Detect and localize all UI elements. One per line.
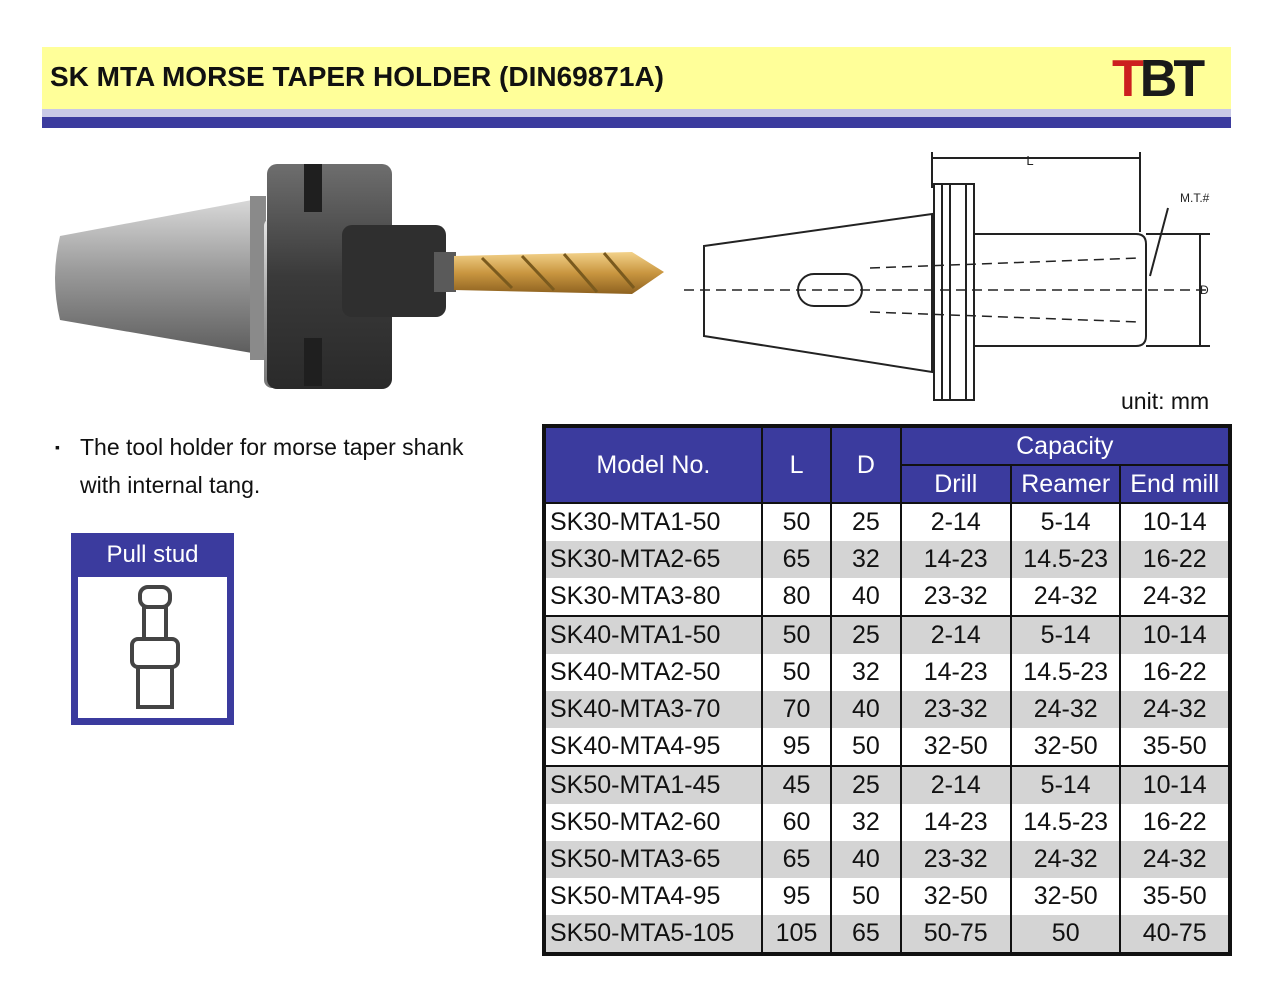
description-text: The tool holder for morse taper shank with internal tang. bbox=[80, 434, 464, 498]
cell-D: 25 bbox=[831, 616, 900, 654]
cell-D: 65 bbox=[831, 915, 900, 954]
cell-drill: 32-50 bbox=[901, 878, 1011, 915]
cell-drill: 23-32 bbox=[901, 691, 1011, 728]
cell-D: 40 bbox=[831, 691, 900, 728]
cell-drill: 14-23 bbox=[901, 541, 1011, 578]
cell-L: 50 bbox=[762, 616, 832, 654]
header-model: Model No. bbox=[544, 426, 762, 503]
pull-stud-icon bbox=[78, 577, 227, 718]
cell-L: 65 bbox=[762, 841, 832, 878]
cell-reamer: 5-14 bbox=[1011, 616, 1121, 654]
header-L: L bbox=[762, 426, 832, 503]
table-row bbox=[544, 578, 1230, 616]
cell-D: 25 bbox=[831, 503, 900, 541]
table-row bbox=[544, 541, 1230, 578]
table-row bbox=[544, 616, 1230, 654]
cell-reamer: 32-50 bbox=[1011, 728, 1121, 766]
pull-stud-panel bbox=[71, 533, 234, 725]
cell-reamer: 5-14 bbox=[1011, 766, 1121, 804]
cell-D: 40 bbox=[831, 578, 900, 616]
cell-endmill: 24-32 bbox=[1120, 691, 1230, 728]
cell-D: 32 bbox=[831, 654, 900, 691]
cell-reamer: 5-14 bbox=[1011, 503, 1121, 541]
cell-model: SK50-MTA1-45 bbox=[544, 766, 762, 804]
pull-stud-figure bbox=[78, 577, 227, 718]
cell-endmill: 16-22 bbox=[1120, 804, 1230, 841]
cell-model: SK40-MTA2-50 bbox=[544, 654, 762, 691]
header-D: D bbox=[831, 426, 900, 503]
table-row bbox=[544, 915, 1230, 954]
cell-model: SK30-MTA1-50 bbox=[544, 503, 762, 541]
cell-endmill: 24-32 bbox=[1120, 841, 1230, 878]
cell-drill: 14-23 bbox=[901, 804, 1011, 841]
cell-endmill: 10-14 bbox=[1120, 503, 1230, 541]
cell-endmill: 10-14 bbox=[1120, 766, 1230, 804]
header-rule bbox=[42, 117, 1231, 128]
cell-D: 32 bbox=[831, 804, 900, 841]
cell-endmill: 24-32 bbox=[1120, 578, 1230, 616]
cell-endmill: 35-50 bbox=[1120, 878, 1230, 915]
cell-model: SK40-MTA3-70 bbox=[544, 691, 762, 728]
cell-drill: 14-23 bbox=[901, 654, 1011, 691]
cell-D: 50 bbox=[831, 728, 900, 766]
unit-label: unit: mm bbox=[1121, 388, 1210, 414]
cell-drill: 2-14 bbox=[901, 503, 1011, 541]
cell-model: SK50-MTA2-60 bbox=[544, 804, 762, 841]
header-band bbox=[42, 109, 1231, 117]
header-endmill: End mill bbox=[1120, 465, 1230, 503]
cell-endmill: 40-75 bbox=[1120, 915, 1230, 954]
table-row bbox=[544, 728, 1230, 766]
cell-reamer: 24-32 bbox=[1011, 691, 1121, 728]
cell-drill: 2-14 bbox=[901, 766, 1011, 804]
table-row bbox=[544, 503, 1230, 541]
cell-reamer: 14.5-23 bbox=[1011, 804, 1121, 841]
dimension-MT-label: M.T.# bbox=[1180, 191, 1210, 205]
cell-D: 32 bbox=[831, 541, 900, 578]
cell-drill: 23-32 bbox=[901, 841, 1011, 878]
cell-model: SK40-MTA4-95 bbox=[544, 728, 762, 766]
cell-D: 40 bbox=[831, 841, 900, 878]
spec-table bbox=[542, 424, 1232, 956]
cell-model: SK30-MTA3-80 bbox=[544, 578, 762, 616]
cell-L: 65 bbox=[762, 541, 832, 578]
cell-reamer: 32-50 bbox=[1011, 878, 1121, 915]
cell-drill: 50-75 bbox=[901, 915, 1011, 954]
cell-L: 50 bbox=[762, 503, 832, 541]
table-row bbox=[544, 691, 1230, 728]
cell-L: 50 bbox=[762, 654, 832, 691]
cell-endmill: 10-14 bbox=[1120, 616, 1230, 654]
table-row bbox=[544, 654, 1230, 691]
page-title: SK MTA MORSE TAPER HOLDER (DIN69871A) bbox=[50, 61, 664, 92]
header-capacity: Capacity bbox=[901, 426, 1230, 465]
table-row bbox=[544, 841, 1230, 878]
cell-reamer: 24-32 bbox=[1011, 841, 1121, 878]
cell-L: 45 bbox=[762, 766, 832, 804]
cell-endmill: 16-22 bbox=[1120, 654, 1230, 691]
table-row bbox=[544, 766, 1230, 804]
tbt-logo: TBT bbox=[1112, 50, 1202, 108]
cell-reamer: 14.5-23 bbox=[1011, 654, 1121, 691]
cell-model: SK30-MTA2-65 bbox=[544, 541, 762, 578]
cell-L: 105 bbox=[762, 915, 832, 954]
cell-D: 50 bbox=[831, 878, 900, 915]
cell-drill: 32-50 bbox=[901, 728, 1011, 766]
cell-model: SK50-MTA4-95 bbox=[544, 878, 762, 915]
cell-L: 70 bbox=[762, 691, 832, 728]
table-row bbox=[544, 878, 1230, 915]
cell-drill: 23-32 bbox=[901, 578, 1011, 616]
bullet-icon: ▪ bbox=[55, 439, 60, 455]
cell-L: 95 bbox=[762, 878, 832, 915]
cell-reamer: 14.5-23 bbox=[1011, 541, 1121, 578]
dimension-D-label: D bbox=[1200, 283, 1209, 297]
dimension-L-label: L bbox=[1026, 153, 1034, 168]
product-photo bbox=[42, 148, 672, 410]
cell-L: 95 bbox=[762, 728, 832, 766]
header-drill: Drill bbox=[901, 465, 1011, 503]
cell-L: 60 bbox=[762, 804, 832, 841]
cell-model: SK40-MTA1-50 bbox=[544, 616, 762, 654]
header-reamer: Reamer bbox=[1011, 465, 1121, 503]
cell-reamer: 50 bbox=[1011, 915, 1121, 954]
cell-reamer: 24-32 bbox=[1011, 578, 1121, 616]
cell-model: SK50-MTA3-65 bbox=[544, 841, 762, 878]
table-row bbox=[544, 804, 1230, 841]
cell-drill: 2-14 bbox=[901, 616, 1011, 654]
cell-model: SK50-MTA5-105 bbox=[544, 915, 762, 954]
cell-endmill: 35-50 bbox=[1120, 728, 1230, 766]
technical-drawing bbox=[680, 148, 1220, 410]
cell-D: 25 bbox=[831, 766, 900, 804]
title-bar bbox=[42, 47, 1231, 109]
cell-L: 80 bbox=[762, 578, 832, 616]
pull-stud-label: Pull stud bbox=[106, 541, 199, 568]
cell-endmill: 16-22 bbox=[1120, 541, 1230, 578]
